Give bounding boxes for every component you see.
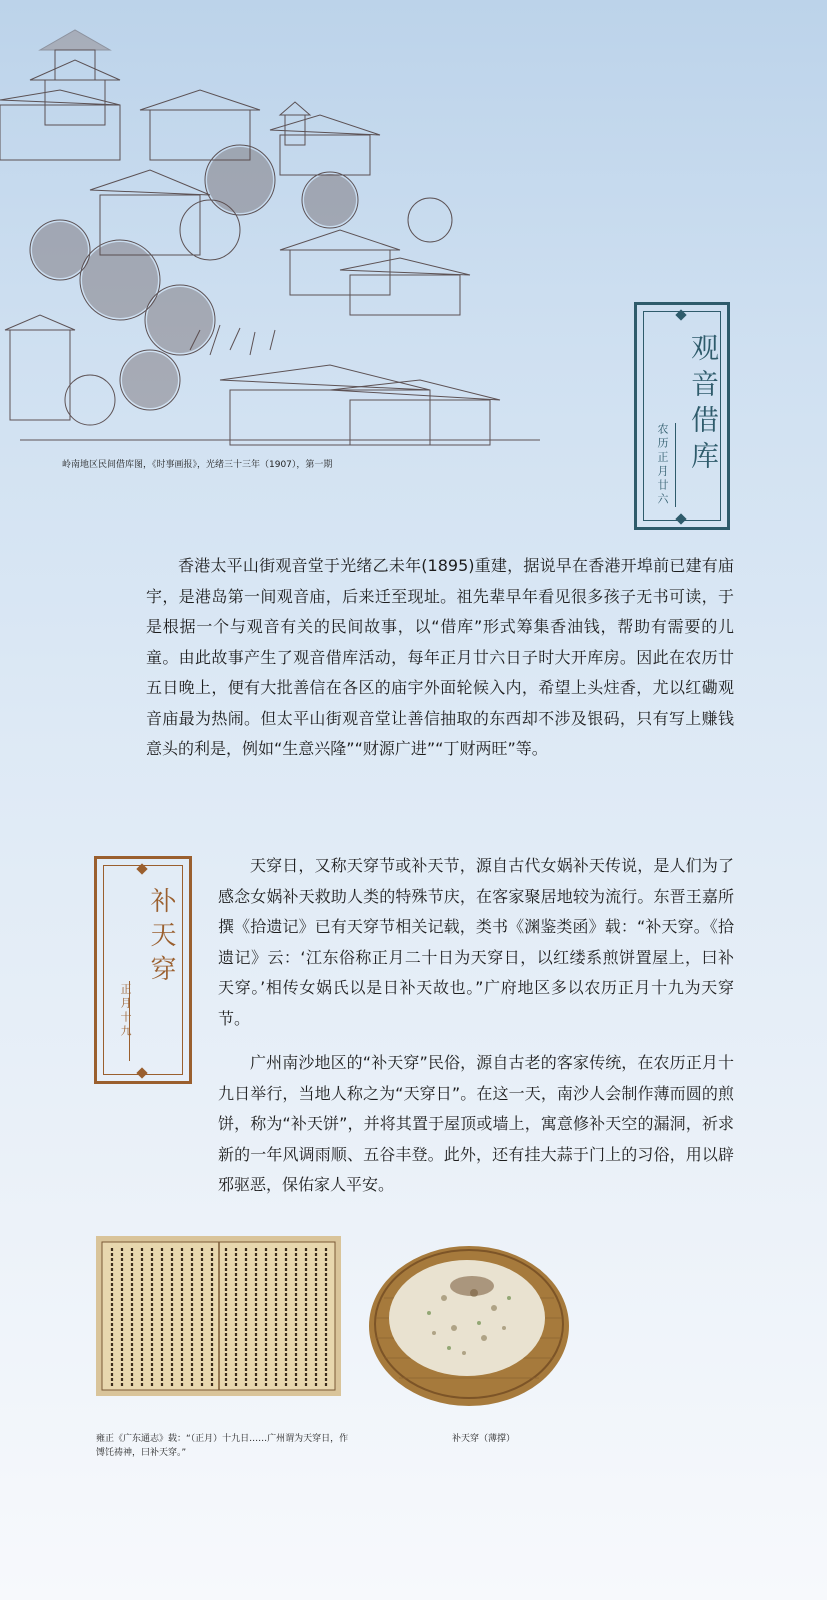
book-page-image <box>96 1236 341 1396</box>
illustration-caption: 岭南地区民间借库图，《时事画报》，光绪三十三年（1907），第一期 <box>62 460 333 470</box>
section1-paragraph: 香港太平山街观音堂于光绪乙未年(1895)重建，据说早在香港开埠前已建有庙宇，是港岛第一间观音庙，后来迁至现址。祖先辈早年看见很多孩子无书可读，于是根据一个与观音有关的民间故事，以“借库”形式筹集香油钱，帮助有需要的儿童。由此故事产生了观音借库活动，每年正月廿六日子时大开库房。因此在农历廿五日晚上，便有大批善信在各区的庙宇外面轮候入内，希望上头炷香，尤以红磡观音庙最为热闹。但太平山街观音堂让善信抽取的东西却不涉及银码，只有写上赚钱意头的利是，例如“生意兴隆”“财源广进”“丁财两旺”等。 <box>146 556 734 758</box>
section2-paragraph-1: 天穿日，又称天穿节或补天节，源自古代女娲补天传说，是人们为了感念女娲补天救助人类的特殊节庆，在客家聚居地较为流行。东晋王嘉所撰《拾遗记》已有天穿节相关记载，类书《渊鉴类函》载：“补天穿。《拾遗记》云：‘江东俗称正月二十日为天穿日，以红缕系煎饼置屋上，曰补天穿。’相传女娲氏以是日补天故也。”广府地区多以农历正月十九为天穿节。 <box>218 856 734 1028</box>
section-title-box <box>634 302 730 530</box>
section2-paragraph-2: 广州南沙地区的“补天穿”民俗，源自古老的客家传统，在农历正月十九日举行，当地人称之为“天穿日”。在这一天，南沙人会制作薄而圆的煎饼，称为“补天饼”，并将其置于屋顶或墙上，寓意修补天空的漏洞，祈求新的一年风调雨顺、五谷丰登。此外，还有挂大蒜于门上的习俗，用以辟邪驱恶，保佑家人平安。 <box>218 1053 734 1194</box>
cake-basket-image <box>364 1238 574 1408</box>
section-date: 正月十九 <box>119 983 132 1039</box>
section-title: 观音借库 <box>687 333 720 477</box>
cake-image-caption: 补天穿（薄撑） <box>452 1434 516 1444</box>
section-date: 农历正月廿六 <box>656 423 669 507</box>
title-rule <box>675 423 676 507</box>
book-image-caption: 雍正《广东通志》载：“（正月）十九日……广州谓为天穿日，作馎饦祷神，曰补天穿。” <box>96 1434 349 1458</box>
section-title-box <box>94 856 192 1084</box>
section-title: 补天穿 <box>146 887 176 989</box>
historical-illustration <box>0 20 540 450</box>
